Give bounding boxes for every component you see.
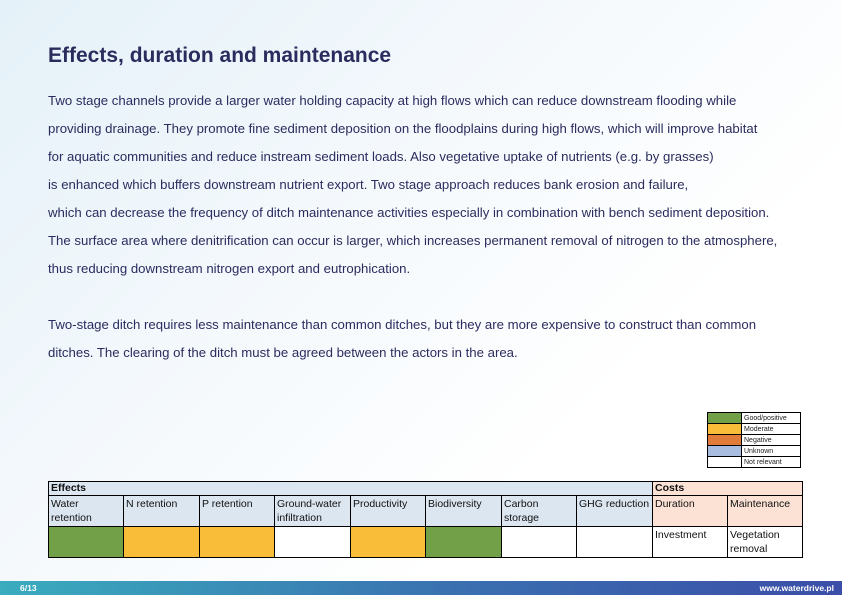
legend-row: [708, 413, 801, 424]
effect-rating-cell: [200, 527, 275, 558]
column-header: Maintenance: [728, 496, 803, 527]
legend-label: Unknown: [742, 446, 801, 457]
legend-row: [708, 424, 801, 435]
effect-rating-cell: [49, 527, 124, 558]
paragraph-line: Two-stage ditch requires less maintenance than common ditches, but they are more expensive to construct than common: [48, 317, 757, 332]
paragraph-line: ditches. The clearing of the ditch must be agreed between the actors in the area.: [48, 345, 518, 360]
legend-label: Negative: [742, 435, 801, 446]
legend-row: [708, 457, 801, 468]
legend-swatch: [708, 424, 742, 435]
footer-bar: [0, 581, 842, 595]
website-link[interactable]: www.waterdrive.pl: [759, 583, 834, 593]
legend-swatch: [708, 457, 742, 468]
paragraph-line: thus reducing downstream nitrogen export and eutrophication.: [48, 261, 411, 276]
column-header: P retention: [200, 496, 275, 527]
column-header: Water retention: [49, 496, 124, 527]
costs-header: Costs: [653, 482, 803, 496]
page-title: Effects, duration and maintenance: [48, 44, 392, 67]
legend-swatch: [708, 413, 742, 424]
maintenance-value: Vegetation removal: [728, 527, 803, 558]
column-header-row: [49, 496, 803, 527]
effect-rating-cell: [426, 527, 502, 558]
duration-value: Investment: [653, 527, 728, 558]
column-header: GHG reduction: [577, 496, 653, 527]
legend-label: Moderate: [742, 424, 801, 435]
column-header: Duration: [653, 496, 728, 527]
maintenance-paragraph: [48, 311, 838, 367]
paragraph-line: is enhanced which buffers downstream nutrient export. Two stage approach reduces bank erosion and failure,: [48, 177, 689, 192]
effect-rating-cell: [502, 527, 577, 558]
legend-swatch: [708, 435, 742, 446]
legend-label: Not relevant: [742, 457, 801, 468]
paragraph-line: providing drainage. They promote fine sediment deposition on the floodplains during high flows, which will improve habitat: [48, 121, 758, 136]
column-header: Carbon storage: [502, 496, 577, 527]
color-legend: [707, 412, 801, 468]
effects-paragraph: [48, 87, 838, 283]
legend-label: Good/positive: [742, 413, 801, 424]
paragraph-line: The surface area where denitrification can occur is larger, which increases permanent removal of nitrogen to the atmosphere,: [48, 233, 778, 248]
effects-costs-table: [48, 481, 803, 558]
effect-rating-cell: [577, 527, 653, 558]
legend-row: [708, 435, 801, 446]
effect-rating-cell: [124, 527, 200, 558]
column-header: Biodiversity: [426, 496, 502, 527]
effect-rating-cell: [275, 527, 351, 558]
column-header: Productivity: [351, 496, 426, 527]
values-row: [49, 527, 803, 558]
effects-header: Effects: [49, 482, 653, 496]
paragraph-line: which can decrease the frequency of ditch maintenance activities especially in combination with bench sediment deposition.: [48, 205, 770, 220]
legend-row: [708, 446, 801, 457]
column-header: N retention: [124, 496, 200, 527]
column-header: Ground-water infiltration: [275, 496, 351, 527]
paragraph-line: for aquatic communities and reduce instream sediment loads. Also vegetative uptake of nutrients (e.g. by grasses): [48, 149, 714, 164]
legend-swatch: [708, 446, 742, 457]
page-number: 6/13: [20, 583, 37, 593]
effect-rating-cell: [351, 527, 426, 558]
section-header-row: [49, 482, 803, 496]
paragraph-line: Two stage channels provide a larger water holding capacity at high flows which can reduce downstream flooding while: [48, 93, 737, 108]
